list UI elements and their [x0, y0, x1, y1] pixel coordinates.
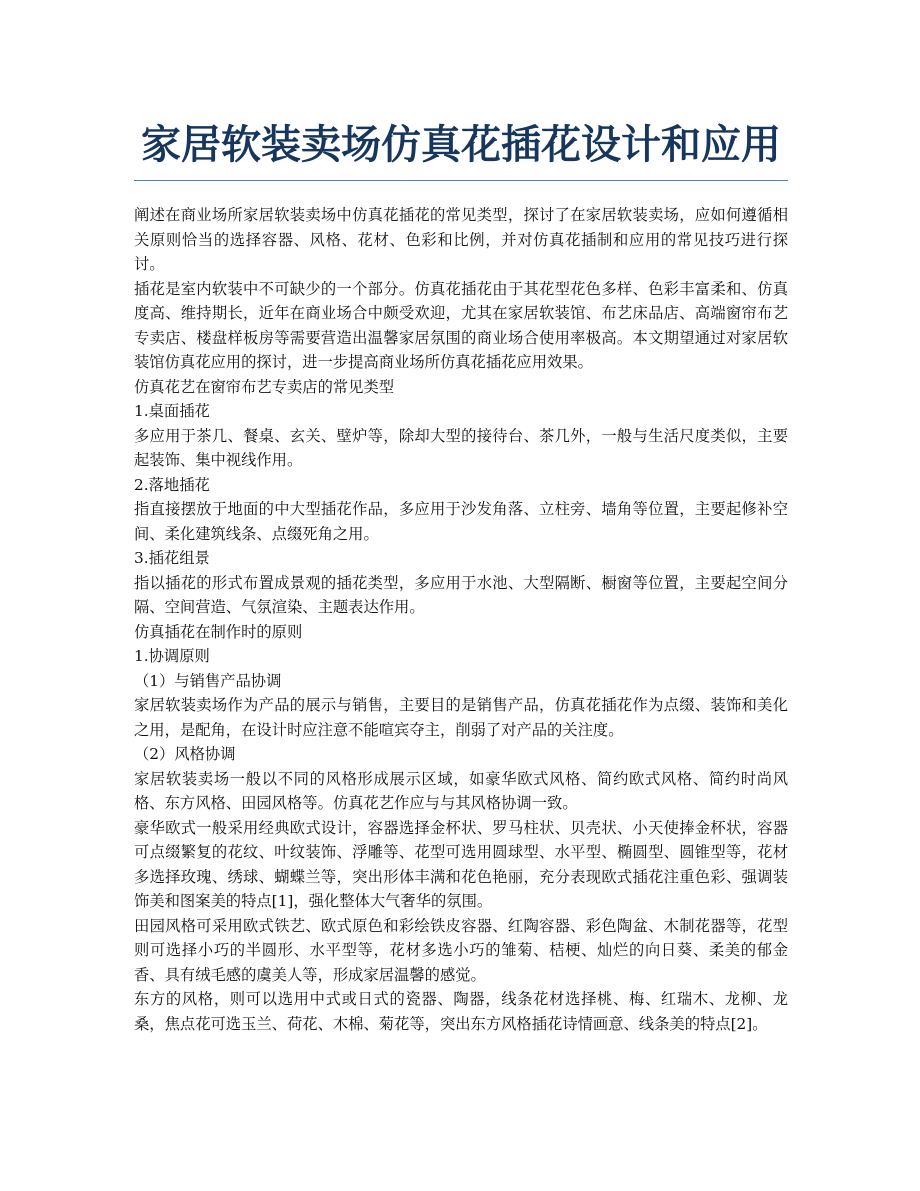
paragraph: 多应用于茶几、餐桌、玄关、壁炉等，除却大型的接待台、茶几外，一般与生活尺度类似，主要起装饰、集中视线作用。 [134, 426, 788, 469]
paragraph: 阐述在商业场所家居软装卖场中仿真花插花的常见类型，探讨了在家居软装卖场，应如何遵循相关原则恰当的选择容器、风格、花材、色彩和比例，并对仿真花插制和应用的常见技巧进行探讨。 [134, 206, 788, 273]
subheading: 3.插花组景 [134, 549, 210, 567]
title-divider [134, 180, 788, 181]
paragraph: 插花是室内软装中不可缺少的一个部分。仿真花插花由于其花型花色多样、色彩丰富柔和、仿真度高、维持期长，近年在商业场合中颇受欢迎，尤其在家居软装馆、布艺床品店、高端窗帘布艺专卖店、楼盘样板房等需要营造出温馨家居氛围的商业场合使用率极高。本文期望通过对家居软装馆仿真花应用的探讨，进一步提高商业场所仿真花插花应用效果。 [134, 279, 788, 371]
paragraph: 东方的风格，则可以选用中式或日式的瓷器、陶器，线条花材选择桃、梅、红瑞木、龙柳、龙桑，焦点花可选玉兰、荷花、木棉、菊花等，突出东方风格插花诗情画意、线条美的特点[2]。 [134, 990, 788, 1033]
subheading: （2）风格协调 [134, 745, 236, 763]
paragraph: 家居软装卖场一般以不同的风格形成展示区域，如豪华欧式风格、简约欧式风格、简约时尚风格、东方风格、田园风格等。仿真花艺作应与与其风格协调一致。 [134, 769, 788, 812]
section-heading: 仿真插花在制作时的原则 [134, 622, 303, 641]
paragraph: 田园风格可采用欧式铁艺、欧式原色和彩绘铁皮容器、红陶容器、彩色陶盆、木制花器等，花型则可选择小巧的半圆形、水平型等，花材多选小巧的雏菊、桔梗、灿烂的向日葵、柔美的郁金香、具有绒毛感的虞美人等，形成家居温馨的感觉。 [134, 916, 788, 984]
paragraph: 指以插花的形式布置成景观的插花类型，多应用于水池、大型隔断、橱窗等位置，主要起空间分隔、空间营造、气氛渲染、主题表达作用。 [134, 573, 788, 616]
paragraph: 家居软装卖场作为产品的展示与销售，主要目的是销售产品，仿真花插花作为点缀、装饰和美化之用，是配角，在设计时应注意不能喧宾夺主，削弱了对产品的关注度。 [134, 696, 788, 739]
subheading: 2.落地插花 [134, 475, 210, 494]
paragraph: 指直接摆放于地面的中大型插花作品，多应用于沙发角落、立柱旁、墙角等位置，主要起修补空间、柔化建筑线条、点缀死角之用。 [134, 500, 788, 543]
document-body [134, 203, 788, 1036]
section-heading: 仿真花艺在窗帘布艺专卖店的常见类型 [134, 377, 395, 396]
subheading: 1.桌面插花 [134, 402, 210, 420]
document-title: 家居软装卖场仿真花插花设计和应用 [141, 122, 781, 168]
paragraph: 豪华欧式一般采用经典欧式设计，容器选择金杯状、罗马柱状、贝壳状、小天使捧金杯状，容器可点缀繁复的花纹、叶纹装饰、浮雕等、花型可选用圆球型、水平型、椭圆型、圆锥型等，花材多选择玫瑰、绣球、蝴蝶兰等，突出形体丰满和花色艳丽，充分表现欧式插花注重色彩、强调装饰美和图案美的特点[1]，强化整体大气奢华的氛围。 [134, 818, 788, 910]
subheading: （1）与销售产品协调 [134, 671, 282, 690]
subheading: 1.协调原则 [134, 647, 210, 665]
